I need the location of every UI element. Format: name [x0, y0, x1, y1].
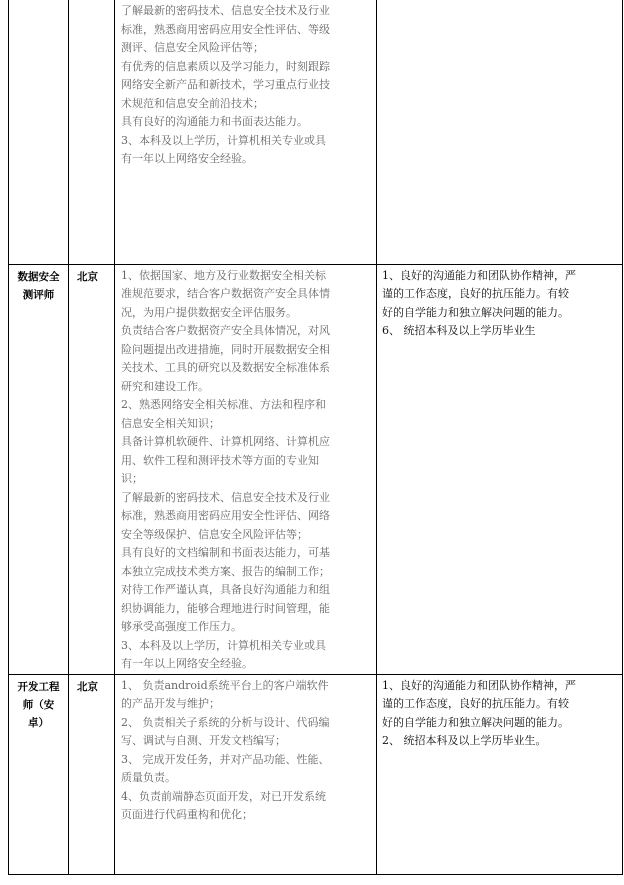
duties-text	[115, 265, 376, 674]
location-cell	[69, 0, 115, 264]
requirements-cell	[377, 0, 623, 264]
duties-cell	[115, 674, 377, 874]
text-line: 网络安全新产品和新技术，学习重点行业技	[121, 78, 330, 91]
text-line: 1、依据国家、地方及行业数据安全相关标	[121, 268, 326, 282]
text-line: 写、调试与自测、开发文档编写；	[121, 734, 286, 747]
text-line: 有一年以上网络安全经验。	[121, 152, 253, 165]
text-line: 研究和建设工作。	[121, 379, 209, 393]
text-line: 页面进行代码重构和优化；	[121, 808, 253, 821]
text-line: 信息安全相关知识；	[121, 416, 220, 430]
text-line: 用、软件工程和测评技术等方面的专业知	[121, 453, 319, 467]
location-cell	[69, 674, 115, 874]
requirements-text	[377, 0, 622, 2]
table-row	[9, 0, 623, 264]
text-line: 1、良好的沟通能力和团队协作精神，严	[382, 678, 576, 692]
duties-text	[115, 0, 376, 169]
position-cell	[9, 674, 69, 874]
text-line: 3、本科及以上学历，计算机相关专业或具	[121, 638, 326, 652]
text-line: 具备计算机软硬件、计算机网络、计算机应	[121, 435, 330, 448]
requirements-cell	[377, 264, 623, 674]
text-line: 1、 负责android系统平台上的客户端软件	[121, 678, 329, 692]
text-line: 好的自学能力和独立解决问题的能力。	[382, 305, 569, 319]
text-line: 2、 统招本科及以上学历毕业生。	[382, 734, 547, 747]
text-line: 测评、信息安全风险评估等；	[121, 41, 264, 54]
duties-cell	[115, 264, 377, 674]
text-line: 识；	[121, 472, 143, 485]
requirements-text	[377, 675, 622, 751]
text-line: 关技术、工具的研究以及数据安全标准体系	[121, 361, 330, 374]
location-text: 北京	[77, 270, 98, 283]
duties-cell	[115, 0, 377, 264]
location-cell	[69, 264, 115, 674]
position-cell	[9, 264, 69, 674]
text-line: 1、良好的沟通能力和团队协作精神，严	[382, 268, 576, 282]
text-line: 具有良好的文档编制和书面表达能力，可基	[121, 546, 330, 559]
text-line: 谨的工作态度，良好的抗压能力。有较	[382, 697, 569, 710]
text-line: 6、 统招本科及以上学历毕业生	[382, 324, 536, 337]
text-line: 2、 负责相关子系统的分析与设计、代码编	[121, 715, 330, 729]
text-line: 安全等级保护、信息安全风险评估等；	[121, 527, 308, 541]
text-line: 够承受高强度工作压力。	[121, 620, 242, 633]
text-line: 标准，熟悉商用密码应用安全性评估、等级	[121, 22, 330, 36]
text-line: 3、 完成开发任务，并对产品功能、性能、	[121, 752, 330, 766]
requirements-text	[377, 265, 622, 341]
location-text: 北京	[77, 680, 98, 693]
text-line: 了解最新的密码技术、信息安全技术及行业	[121, 490, 330, 504]
text-line: 具有良好的沟通能力和书面表达能力。	[121, 115, 308, 128]
requirements-cell	[377, 674, 623, 874]
text-line: 3、本科及以上学历，计算机相关专业或具	[121, 133, 326, 147]
text-line: 况，为用户提供数据安全评估服务。	[121, 305, 297, 319]
text-line: 有优秀的信息素质以及学习能力，时刻跟踪	[121, 59, 330, 73]
text-line: 好的自学能力和独立解决问题的能力。	[382, 715, 569, 729]
table-row	[9, 264, 623, 674]
text-line: 了解最新的密码技术、信息安全技术及行业	[121, 4, 330, 17]
text-line: 有一年以上网络安全经验。	[121, 657, 253, 670]
text-line: 本独立完成技术类方案、报告的编制工作；	[121, 564, 330, 578]
text-line: 险问题提出改进措施，同时开展数据安全相	[121, 342, 330, 356]
text-line: 2、熟悉网络安全相关标准、方法和程序和	[121, 398, 326, 411]
text-line: 的产品开发与维护；	[121, 697, 220, 710]
text-line: 织协调能力，能够合理地进行时间管理，能	[121, 601, 330, 615]
text-line: 对待工作严谨认真，具备良好沟通能力和组	[121, 583, 330, 596]
table-row	[9, 674, 623, 874]
text-line: 术规范和信息安全前沿技术；	[121, 96, 264, 110]
text-line: 质量负责。	[121, 771, 176, 784]
job-table	[8, 0, 623, 875]
duties-text	[115, 675, 376, 825]
position-title: 数据安全测评师	[17, 270, 60, 301]
text-line: 标准，熟悉商用密码应用安全性评估、网络	[121, 509, 330, 522]
position-cell	[9, 0, 69, 264]
text-line: 谨的工作态度，良好的抗压能力。有较	[382, 287, 569, 300]
text-line: 4、负责前端静态页面开发，对已开发系统	[121, 789, 326, 803]
text-line: 负责结合客户数据资产安全具体情况，对风	[121, 324, 330, 337]
position-title: 开发工程师（安卓）	[17, 680, 60, 729]
text-line: 准规范要求，结合客户数据资产安全具体情	[121, 287, 330, 300]
